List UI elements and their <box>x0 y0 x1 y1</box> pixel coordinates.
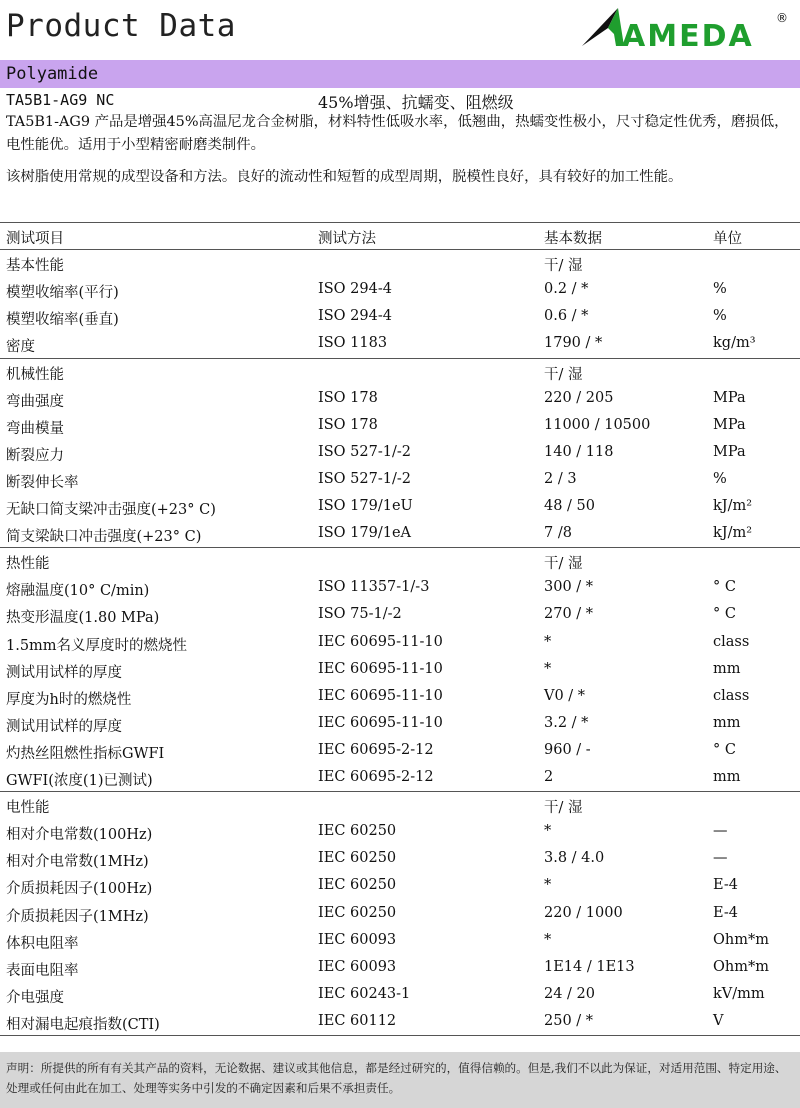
table-cell-value: 基本数据 <box>544 231 602 247</box>
table-cell-value: 干/ 湿 <box>544 556 583 573</box>
table-row <box>0 872 800 899</box>
table-cell-unit: kV/mm <box>713 985 765 1002</box>
table-cell-value: 2 <box>544 769 554 785</box>
table-section-row <box>0 547 800 574</box>
table-cell-unit: Ohm*m <box>713 958 769 975</box>
table-cell-unit: E-4 <box>713 904 738 921</box>
product-grade: TA5B1-AG9 NC <box>6 91 115 109</box>
table-cell-unit: MPa <box>713 389 746 406</box>
table-cell-item: GWFI(浓度(1)已测试) <box>6 773 153 789</box>
table-cell-method: IEC 60695-2-12 <box>318 741 434 758</box>
table-cell-value: 7 /8 <box>544 525 572 542</box>
table-cell-item: 热变形温度(1.80 MPa) <box>6 610 160 627</box>
table-cell-value: V0 / * <box>544 687 586 704</box>
table-cell-method: IEC 60112 <box>318 1012 397 1029</box>
table-cell-unit: E-4 <box>713 877 738 894</box>
table-cell-method: ISO 179/1eA <box>318 525 411 542</box>
table-row <box>0 601 800 628</box>
table-cell-value: 220 / 1000 <box>544 904 623 921</box>
table-cell-method: IEC 60695-11-10 <box>318 633 443 650</box>
table-cell-method: ISO 527-1/-2 <box>318 443 411 460</box>
table-row <box>0 303 800 330</box>
table-row <box>0 737 800 764</box>
table-cell-item: 测试用试样的厚度 <box>6 664 122 681</box>
table-cell-item: 介质损耗因子(1MHz) <box>6 908 149 925</box>
table-cell-value: 0.6 / * <box>544 308 589 325</box>
table-cell-method: IEC 60695-11-10 <box>318 714 443 731</box>
table-cell-method: ISO 11357-1/-3 <box>318 579 430 596</box>
table-row <box>0 656 800 683</box>
table-cell-value: 0.2 / * <box>544 281 589 298</box>
ameda-logo-graphic <box>578 4 794 54</box>
table-cell-method: IEC 60093 <box>318 931 397 948</box>
table-cell-unit: MPa <box>713 416 746 433</box>
table-cell-item: 1.5mm名义厚度时的燃烧性 <box>6 637 188 654</box>
table-cell-value: * <box>544 877 552 894</box>
table-row <box>0 385 800 412</box>
table-row <box>0 981 800 1008</box>
category-label: Polyamide <box>6 64 99 84</box>
ameda-logo <box>578 4 794 54</box>
table-cell-value: 2 / 3 <box>544 470 577 487</box>
table-cell-value: * <box>544 660 552 677</box>
table-row <box>0 764 800 791</box>
table-row <box>0 520 800 547</box>
table-cell-item: 热性能 <box>6 556 50 573</box>
table-cell-item: 灼热丝阻燃性指标GWFI <box>6 745 165 762</box>
table-row <box>0 683 800 710</box>
table-cell-value: 250 / * <box>544 1012 594 1029</box>
table-cell-method: IEC 60250 <box>318 877 397 894</box>
table-cell-item: 弯曲强度 <box>6 393 64 410</box>
table-cell-item: 机械性能 <box>6 366 64 383</box>
table-cell-item: 测试项目 <box>6 231 64 247</box>
table-cell-method: ISO 527-1/-2 <box>318 470 411 487</box>
table-cell-unit: V <box>713 1012 724 1029</box>
table-cell-value: 干/ 湿 <box>544 800 583 817</box>
table-cell-unit: kJ/m² <box>713 498 753 514</box>
table-cell-unit: mm <box>713 769 741 785</box>
table-cell-value: 140 / 118 <box>544 443 614 460</box>
table-row <box>0 710 800 737</box>
table-cell-unit: class <box>713 633 750 650</box>
product-subtitle: 45%增强、抗蠕变、阻燃级 <box>318 93 514 112</box>
table-cell-value: 1790 / * <box>544 335 603 352</box>
table-cell-method: ISO 179/1eU <box>318 498 413 514</box>
table-cell-value: 3.8 / 4.0 <box>544 850 605 867</box>
table-row <box>0 818 800 845</box>
disclaimer-text: 声明：所提供的所有有关其产品的资料，无论数据、建议或其他信息，都是经过研究的，值得信赖的。但是,我们不以此为保证，对适用范围、特定用途、处理或任何由此在加工、处理等实务中引发的不确定因素和后果不承担责任。 <box>6 1061 787 1095</box>
table-cell-unit: — <box>713 850 728 867</box>
table-cell-value: 1E14 / 1E13 <box>544 958 635 975</box>
table-cell-item: 相对漏电起痕指数(CTI) <box>6 1016 160 1033</box>
table-row <box>0 330 800 357</box>
table-cell-method: IEC 60093 <box>318 958 397 975</box>
processing-description: 该树脂使用常规的成型设备和方法。良好的流动性和短暂的成型周期，脱模性良好，具有较好的加工性能。 <box>6 169 683 185</box>
logo-registered-mark: ® <box>776 11 788 25</box>
page-header <box>0 0 800 58</box>
product-description: TA5B1-AG9 产品是增强45%高温尼龙合金树脂，材料特性低吸水率，低翘曲，热蠕变性极小，尺寸稳定性优秀，磨损低，电性能优。适用于小型精密耐磨类制件。 <box>6 114 789 153</box>
table-cell-item: 相对介电常数(100Hz) <box>6 827 153 844</box>
table-cell-item: 断裂伸长率 <box>6 474 79 491</box>
table-cell-unit: class <box>713 687 750 704</box>
table-cell-item: 测试用试样的厚度 <box>6 718 122 735</box>
table-cell-value: 960 / - <box>544 741 591 758</box>
table-cell-method: IEC 60250 <box>318 823 397 840</box>
table-row <box>0 900 800 927</box>
table-cell-item: 弯曲模量 <box>6 420 64 437</box>
table-row <box>0 954 800 981</box>
table-cell-unit: % <box>713 281 727 298</box>
table-cell-value: 3.2 / * <box>544 714 589 731</box>
table-cell-method: IEC 60695-11-10 <box>318 687 443 704</box>
table-cell-item: 介电强度 <box>6 989 64 1006</box>
table-cell-value: 干/ 湿 <box>544 258 583 275</box>
table-cell-unit: kJ/m² <box>713 525 753 542</box>
table-cell-value: 300 / * <box>544 579 594 596</box>
table-cell-method: ISO 294-4 <box>318 308 392 325</box>
table-header-row <box>0 222 800 249</box>
table-cell-item: 断裂应力 <box>6 447 64 464</box>
table-cell-unit: ° C <box>713 579 736 596</box>
table-cell-item: 简支梁缺口冲击强度(+23° C) <box>6 529 202 546</box>
table-cell-item: 相对介电常数(1MHz) <box>6 854 149 871</box>
table-cell-method: IEC 60250 <box>318 850 397 867</box>
table-cell-unit: Ohm*m <box>713 931 769 948</box>
table-row <box>0 493 800 520</box>
table-cell-method: IEC 60695-11-10 <box>318 660 443 677</box>
page-title: Product Data <box>6 8 236 44</box>
table-cell-method: IEC 60250 <box>318 904 397 921</box>
table-cell-value: 270 / * <box>544 606 594 623</box>
table-cell-method: ISO 178 <box>318 389 378 406</box>
table-cell-value: 干/ 湿 <box>544 366 583 383</box>
table-section-row <box>0 791 800 818</box>
table-cell-method: ISO 294-4 <box>318 281 392 298</box>
table-cell-method: IEC 60695-2-12 <box>318 769 434 785</box>
table-row <box>0 439 800 466</box>
table-cell-unit: — <box>713 823 728 840</box>
table-cell-item: 厚度为h时的燃烧性 <box>6 691 132 708</box>
table-cell-item: 模塑收缩率(平行) <box>6 285 119 302</box>
table-cell-unit: % <box>713 470 727 487</box>
table-rule <box>0 1035 800 1036</box>
table-cell-value: * <box>544 823 552 840</box>
table-cell-value: 11000 / 10500 <box>544 416 651 433</box>
table-cell-unit: % <box>713 308 727 325</box>
table-cell-unit: kg/m³ <box>713 335 756 352</box>
table-cell-value: 220 / 205 <box>544 389 614 406</box>
table-row <box>0 574 800 601</box>
table-section-row <box>0 249 800 276</box>
table-section-row <box>0 358 800 385</box>
table-cell-item: 密度 <box>6 339 35 356</box>
table-cell-item: 体积电阻率 <box>6 935 79 952</box>
table-row <box>0 412 800 439</box>
table-cell-method: ISO 75-1/-2 <box>318 606 402 623</box>
table-cell-item: 介质损耗因子(100Hz) <box>6 881 153 898</box>
table-cell-value: * <box>544 633 552 650</box>
table-cell-item: 模塑收缩率(垂直) <box>6 312 119 329</box>
table-cell-method: 测试方法 <box>318 231 376 247</box>
table-cell-value: * <box>544 931 552 948</box>
table-cell-method: ISO 178 <box>318 416 378 433</box>
table-cell-unit: ° C <box>713 741 736 758</box>
table-cell-unit: ° C <box>713 606 736 623</box>
logo-text: AMEDA <box>622 19 754 54</box>
table-cell-unit: mm <box>713 714 741 731</box>
table-row <box>0 629 800 656</box>
table-cell-value: 48 / 50 <box>544 498 596 514</box>
table-cell-item: 表面电阻率 <box>6 962 79 979</box>
table-cell-unit: MPa <box>713 443 746 460</box>
table-row <box>0 927 800 954</box>
table-row <box>0 1008 800 1035</box>
table-cell-unit: 单位 <box>713 231 742 247</box>
table-cell-item: 电性能 <box>6 800 50 817</box>
category-bar <box>0 60 800 88</box>
table-row <box>0 276 800 303</box>
disclaimer-footer <box>0 1052 800 1108</box>
table-cell-method: IEC 60243-1 <box>318 985 411 1002</box>
table-cell-item: 无缺口简支梁冲击强度(+23° C) <box>6 502 216 518</box>
table-row <box>0 466 800 493</box>
table-cell-value: 24 / 20 <box>544 985 596 1002</box>
table-cell-item: 熔融温度(10° C/min) <box>6 583 150 600</box>
table-cell-method: ISO 1183 <box>318 335 388 352</box>
table-row <box>0 845 800 872</box>
table-cell-item: 基本性能 <box>6 258 64 275</box>
table-cell-unit: mm <box>713 660 741 677</box>
